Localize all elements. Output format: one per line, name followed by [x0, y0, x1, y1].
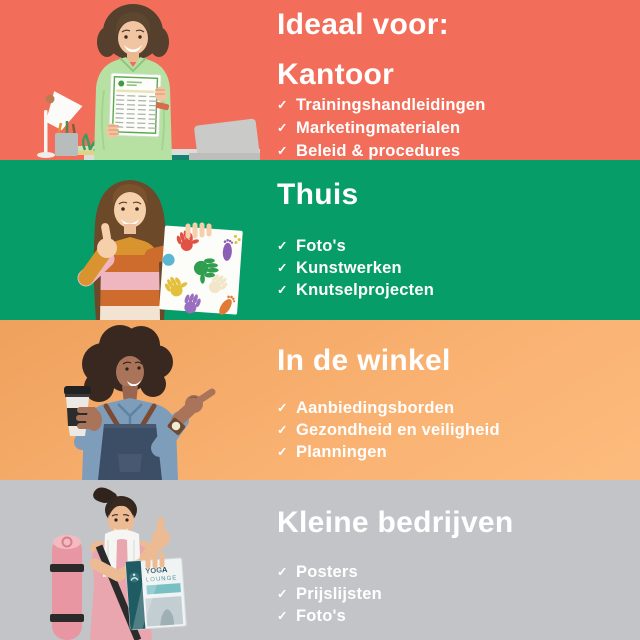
small-business-scene-illustration — [0, 480, 260, 640]
checklist-item — [277, 258, 632, 280]
checklist-item — [277, 236, 632, 258]
checklist-item — [277, 442, 632, 464]
checklist-item-label: Foto's — [296, 237, 347, 255]
checklist-item — [277, 562, 632, 584]
section-winkel — [0, 320, 640, 480]
checklist-item-label: Planningen — [296, 443, 387, 461]
check-icon: ✓ — [277, 445, 288, 459]
checklist-item — [277, 280, 632, 302]
section-title-bedrijven: Kleine bedrijven — [277, 506, 514, 539]
photo-thuis-girl-with-artwork — [0, 160, 260, 320]
checklist-item — [277, 94, 632, 117]
checklist-item — [277, 398, 632, 420]
check-icon: ✓ — [277, 401, 288, 415]
checklist-item — [277, 606, 632, 628]
checklist-item-label: Knutselprojecten — [296, 281, 434, 299]
check-icon: ✓ — [277, 144, 288, 158]
thuis-checklist — [277, 236, 632, 302]
office-scene-illustration — [0, 0, 260, 160]
checklist-item-label: Aanbiedingsborden — [296, 399, 455, 417]
yoga-mat-icon — [50, 535, 84, 640]
kantoor-text-block — [277, 8, 632, 163]
photo-kantoor-woman-with-laminated-sheet — [0, 0, 260, 160]
check-icon: ✓ — [277, 98, 288, 112]
bedrijven-checklist — [277, 562, 632, 628]
checklist-item-label: Marketingmaterialen — [296, 119, 461, 137]
section-kantoor — [0, 0, 640, 160]
check-icon: ✓ — [277, 239, 288, 253]
checklist-item-label: Kunstwerken — [296, 259, 402, 277]
check-icon: ✓ — [277, 565, 288, 579]
section-bedrijven — [0, 480, 640, 640]
checklist-item-label: Trainingshandleidingen — [296, 96, 486, 114]
flyer-subtitle-text: LOUNGE — [145, 575, 178, 584]
winkel-text-block — [277, 344, 632, 464]
check-icon: ✓ — [277, 283, 288, 297]
yoga-flyer — [126, 558, 187, 630]
section-title-kantoor: Kantoor — [277, 58, 395, 91]
flyer-title-text: YOGA — [145, 565, 168, 576]
handprint-artwork — [159, 225, 243, 318]
shop-scene-illustration — [0, 320, 260, 480]
checklist-item-label: Beleid & procedures — [296, 142, 461, 160]
home-scene-illustration — [0, 160, 260, 320]
checklist-item-label: Gezondheid en veiligheid — [296, 421, 500, 439]
checklist-item — [277, 584, 632, 606]
checklist-item-label: Prijslijsten — [296, 585, 382, 603]
check-icon: ✓ — [277, 261, 288, 275]
section-title-winkel: In de winkel — [277, 344, 451, 377]
checklist-item-label: Posters — [296, 563, 358, 581]
winkel-checklist — [277, 398, 632, 464]
thuis-text-block — [277, 178, 632, 302]
checklist-item — [277, 117, 632, 140]
checklist-item — [277, 420, 632, 442]
kantoor-checklist — [277, 94, 632, 163]
bedrijven-text-block — [277, 506, 632, 628]
photo-bedrijven-woman-with-flyer — [0, 480, 260, 640]
laptop-icon — [189, 118, 260, 160]
check-icon: ✓ — [277, 587, 288, 601]
check-icon: ✓ — [277, 121, 288, 135]
office-woman — [94, 4, 172, 160]
check-icon: ✓ — [277, 423, 288, 437]
checklist-item-label: Foto's — [296, 607, 347, 625]
poster-header: Ideaal voor: — [277, 8, 449, 41]
photo-winkel-barista-pointing — [0, 320, 260, 480]
thumbs-up-hand — [152, 517, 170, 547]
section-thuis — [0, 160, 640, 320]
check-icon: ✓ — [277, 609, 288, 623]
section-title-thuis: Thuis — [277, 178, 359, 211]
